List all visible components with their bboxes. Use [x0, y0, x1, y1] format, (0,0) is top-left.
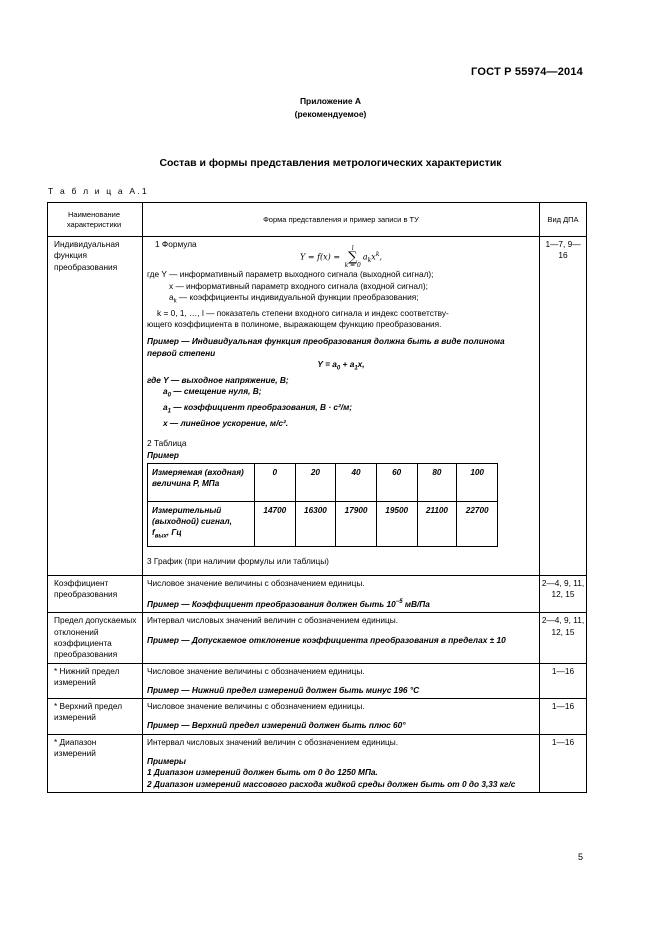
row6-name: * Диапазон измерений [48, 734, 143, 792]
inner-cell: 14700 [255, 502, 296, 547]
row3-name: Предел допускаемых отклонений коэффициента преобразования [48, 613, 143, 663]
table-row [48, 237, 587, 576]
formula: Y = f(x) = l ∑ $k = 0a_kx^k$, [300, 245, 382, 270]
where-line: $a_k$ — коэффициенты индивидуальной функции преобразования; [169, 291, 419, 305]
row5-name: * Верхний предел измерений [48, 699, 143, 735]
example1-where: $a_0$ — смещение нуля, В; [163, 386, 262, 399]
row6-type: 1—16 [540, 734, 587, 792]
row6-text: Интервал числовых значений величин с обозначением единицы. [147, 736, 399, 747]
inner-cell: 19500 [376, 502, 417, 547]
row6-examples-heading: Примеры [147, 756, 187, 767]
inner-row [148, 502, 498, 547]
row2-form [143, 576, 540, 613]
row3-type: 2—4, 9, 11, 12, 15 [540, 613, 587, 663]
characteristics-table [47, 202, 587, 793]
inner-cell: 80 [417, 464, 457, 502]
table-row [48, 699, 587, 735]
appendix-title: Приложение А [299, 96, 362, 106]
inner-cell: 17900 [336, 502, 377, 547]
row6-form [143, 734, 540, 792]
example-table [147, 463, 498, 547]
row4-form [143, 663, 540, 699]
row4-example: Пример — Нижний предел измерений должен быть минус 196 °С [147, 684, 420, 695]
where-line: где Y — информативный параметр выходного сигнала (выходной сигнал); [147, 269, 434, 280]
row2-text: Числовое значение величины с обозначением единицы. [147, 578, 365, 589]
formula-heading: 1 Формула [155, 239, 197, 249]
row6-example: 1 Диапазон измерений должен быть от 0 до 1250 МПа. [147, 767, 378, 778]
row4-text: Числовое значение величины с обозначением единицы. [147, 665, 365, 676]
table-row [48, 663, 587, 699]
inner-cell: 40 [336, 464, 377, 502]
header-name: Наименование характеристики [48, 203, 143, 237]
row2-example: Пример — Коэффициент преобразования должен быть $10^{-5}$ мВ/Па [147, 599, 430, 610]
row5-text: Числовое значение величины с обозначением единицы. [147, 701, 365, 712]
header-form: Форма представления и пример записи в ТУ [143, 203, 540, 237]
row6-example: 2 Диапазон измерений массового расхода жидкой среды должен быть от 0 до 3,33 кг/с [147, 778, 516, 789]
row3-form [143, 613, 540, 663]
row5-form [143, 699, 540, 735]
inner-cell: 20 [295, 464, 336, 502]
table-row [48, 613, 587, 663]
inner-cell: 60 [376, 464, 417, 502]
example1-formula: $Y = a_0 + a_1x$, [317, 359, 365, 372]
row4-name: * Нижний предел измерений [48, 663, 143, 699]
standard-header: ГОСТ Р 55974—2014 [471, 66, 583, 78]
inner-row [148, 464, 498, 502]
inner-cell: 0 [255, 464, 296, 502]
page-number: 5 [578, 852, 584, 862]
example1-where: x — линейное ускорение, м/с². [163, 418, 289, 429]
where-line: x — информативный параметр входного сигнала (входной сигнал); [169, 280, 428, 291]
inner-cell: 16300 [295, 502, 336, 547]
appendix-note: (рекомендуемое) [294, 109, 367, 119]
row5-example: Пример — Верхний предел измерений должен быть плюс 60° [147, 720, 406, 731]
row2-name: Коэффициент преобразования [48, 576, 143, 613]
row1-type: 1—7, 9—16 [540, 237, 587, 576]
where-line: ющего коэффициента в полиноме, выражающем функцию преобразования. [147, 319, 442, 330]
document-title: Состав и формы представления метрологических характеристик [159, 157, 502, 169]
inner-row-label: Измеряемая (входная) величина P, МПа [148, 464, 255, 502]
inner-cell: 22700 [457, 502, 498, 547]
inner-cell: 21100 [417, 502, 457, 547]
inner-row-label: Измерительный (выходной) сигнал, $f_{вых}$, Гц [148, 502, 255, 547]
sum-sign: l ∑ k = 0 [344, 245, 361, 270]
header-type: Вид ДПА [540, 203, 587, 237]
table-header-row [48, 203, 587, 237]
row4-type: 1—16 [540, 663, 587, 699]
row3-text: Интервал числовых значений величин с обозначением единицы. [147, 615, 399, 626]
inner-cell: 100 [457, 464, 498, 502]
table-row [48, 734, 587, 792]
row2-type: 2—4, 9, 11, 12, 15 [540, 576, 587, 613]
where-line: k = 0, 1, …, l — показатель степени входного сигнала и индекс соответству- [157, 307, 449, 318]
table-label: Т а б л и ц а А.1 [48, 186, 149, 196]
example1: Пример — Индивидуальная функция преобразования должна быть в виде полинома первой степени [147, 336, 505, 358]
graph-heading: 3 График (при наличии формулы или таблицы) [147, 555, 329, 566]
row3-example: Пример — Допускаемое отклонение коэффициента преобразования в пределах ± 10 [147, 634, 506, 645]
example1-where: где Y — выходное напряжение, В; [147, 374, 289, 385]
table-row [48, 576, 587, 613]
table-heading: 2 Таблица [147, 438, 187, 449]
table-example-label: Пример [147, 449, 179, 460]
formula-left: Y = f(x) = [300, 252, 341, 262]
row1-form [143, 237, 540, 576]
row5-type: 1—16 [540, 699, 587, 735]
row1-name: Индивидуальная функция преобразования [48, 237, 143, 576]
example1-where: $a_1$ — коэффициент преобразования, В · с²/м; [163, 402, 352, 415]
